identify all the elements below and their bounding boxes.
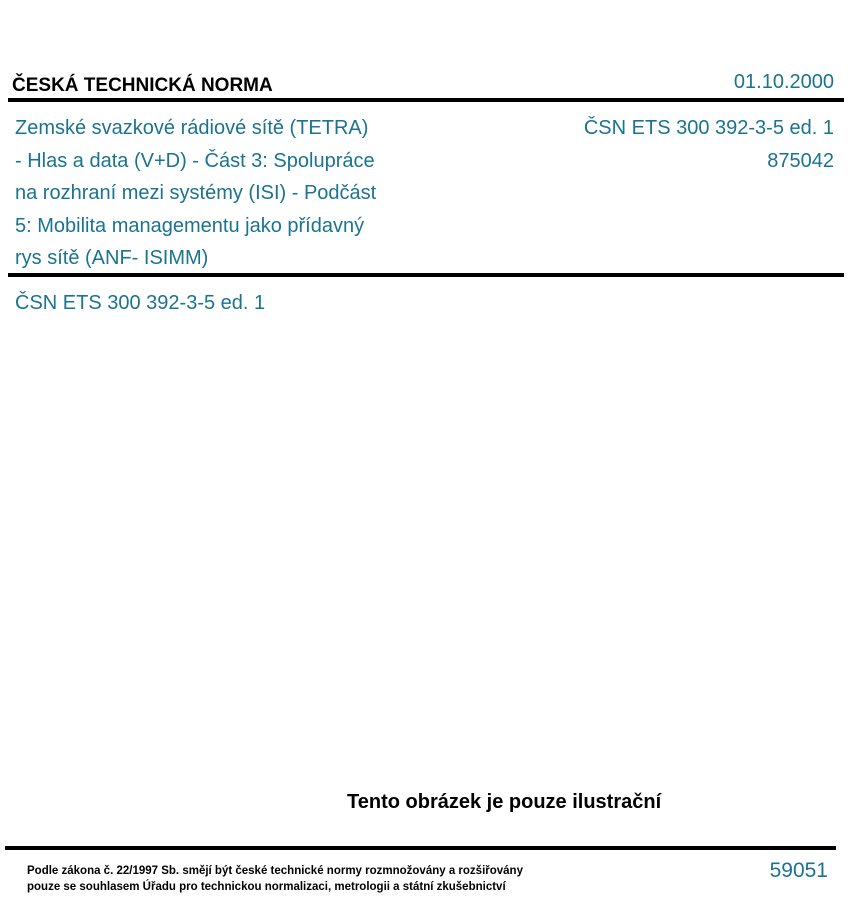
footer-divider [5,846,836,850]
title-divider [8,273,844,277]
document-title [15,112,415,275]
classification-number: 875042 [767,150,834,172]
document-title-line: 5: Mobilita managementu jako přídavný [15,214,365,237]
header-divider [8,98,844,102]
document-title-line: Zemské svazkové rádiové sítě (TETRA) [15,117,369,139]
legal-notice-line: Podle zákona č. 22/1997 Sb. smějí být české technické normy rozmnožovány a rozšiřovány [27,865,523,877]
legal-notice-line: pouze se souhlasem Úřadu pro technickou normalizaci, metrologii a státní zkušebnictví [27,881,506,893]
norm-header-title: ČESKÁ TECHNICKÁ NORMA [12,75,273,96]
illustration-notice: Tento obrázek je pouze ilustrační [347,791,662,813]
issue-date: 01.10.2000 [733,71,834,93]
footer-catalog-number: 59051 [769,859,828,882]
document-title-line: rys sítě (ANF- ISIMM) [15,247,209,269]
norm-designation: ČSN ETS 300 392-3-5 ed. 1 [583,117,834,139]
legal-notice [27,863,523,895]
document-title-line: - Hlas a data (V+D) - Část 3: Spolupráce [15,149,375,172]
norm-subtitle: ČSN ETS 300 392-3-5 ed. 1 [15,292,266,314]
document-title-line: na rozhraní mezi systémy (ISI) - Podčást [15,182,377,204]
